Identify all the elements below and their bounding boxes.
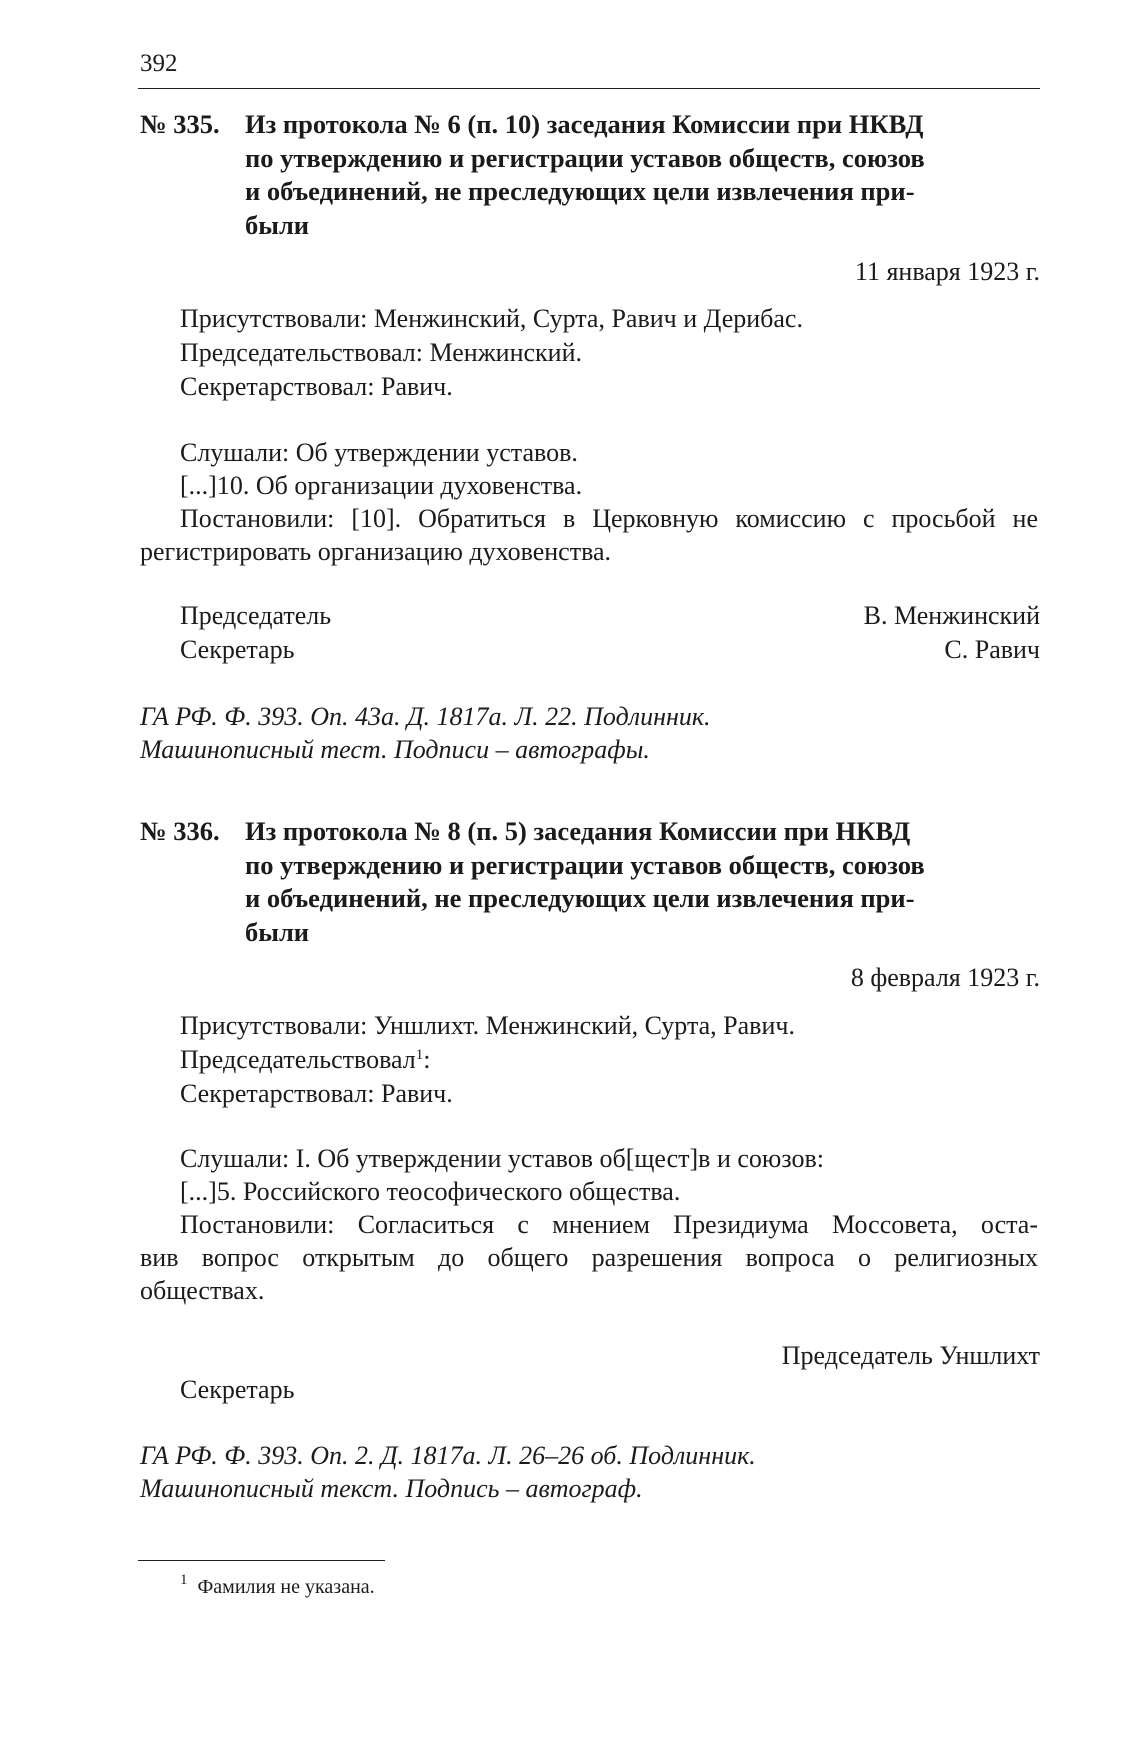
doc-335-signature-chair-name: В. Менжинский	[863, 601, 1040, 630]
footnote-text: Фамилия не указана.	[197, 1576, 375, 1598]
doc-336-decided-line: вив вопрос открытым до общего разрешения вопроса о религиозных	[140, 1243, 1038, 1272]
page-number: 392	[140, 50, 178, 77]
footnote-number: 1	[180, 1572, 188, 1588]
doc-336-chair-colon: :	[423, 1045, 431, 1074]
footnote-rule	[138, 1560, 385, 1561]
doc-335-date: 11 января 1923 г.	[854, 257, 1040, 286]
doc-335-secretary: Секретарствовал: Равич.	[180, 372, 453, 401]
doc-335-item: [...]10. Об организации духовенства.	[180, 471, 583, 500]
doc-335-signature-chair-role: Председатель	[180, 601, 332, 630]
doc-336-title-line: по утверждению и регистрации уставов обществ, союзов	[245, 849, 925, 880]
footnote	[180, 1574, 375, 1600]
doc-335-title-line: Из протокола № 6 (п. 10) заседания Комиссии при НКВД	[245, 109, 924, 139]
doc-336-title-line: были	[245, 916, 310, 947]
doc-336-number: № 336.	[140, 816, 220, 846]
doc-336-present: Присутствовали: Уншлихт. Менжинский, Сурта, Равич.	[180, 1011, 795, 1040]
doc-336-date: 8 февраля 1923 г.	[850, 963, 1040, 992]
doc-335-title	[140, 108, 1038, 242]
doc-336-title-line: и объединений, не преследующих цели извлечения при-	[245, 883, 915, 913]
doc-336-decided-line: Постановили: Согласиться с мнением Президиума Моссовета, оста-	[180, 1210, 1038, 1239]
doc-336-source: Машинописный текст. Подпись – автограф.	[140, 1474, 643, 1503]
doc-336-secretary: Секретарствовал: Равич.	[180, 1079, 453, 1108]
doc-335-heard: Слушали: Об утверждении уставов.	[180, 438, 578, 467]
doc-336-signature-chair: Председатель Уншлихт	[781, 1341, 1040, 1370]
doc-336-chair	[180, 1044, 431, 1076]
doc-336-source: ГА РФ. Ф. 393. Оп. 2. Д. 1817а. Л. 26–26 об. Подлинник.	[140, 1441, 756, 1470]
doc-335-source: ГА РФ. Ф. 393. Оп. 43а. Д. 1817а. Л. 22. Подлинник.	[140, 702, 711, 731]
doc-335-decided-line: регистрировать организацию духовенства.	[140, 537, 612, 566]
doc-336-heard: Слушали: I. Об утверждении уставов об[щест]в и союзов:	[180, 1144, 824, 1173]
doc-335-present: Присутствовали: Менжинский, Сурта, Равич и Дерибас.	[180, 304, 803, 333]
doc-335-number: № 335.	[140, 109, 220, 139]
doc-335-signature-secretary-role: Секретарь	[180, 635, 295, 664]
doc-335-chair: Председательствовал: Менжинский.	[180, 338, 583, 367]
header-rule	[138, 88, 1040, 89]
doc-335-title-line: по утверждению и регистрации уставов обществ, союзов	[245, 142, 925, 173]
doc-336-decided-line: обществах.	[140, 1276, 265, 1305]
doc-335-title-line: были	[245, 209, 310, 240]
doc-335-source: Машинописный тест. Подписи – автографы.	[140, 735, 650, 764]
doc-336-signature-secretary-role: Секретарь	[180, 1375, 295, 1404]
doc-336-chair-label: Председательствовал	[180, 1045, 416, 1074]
doc-335-decided-line: Постановили: [10]. Обратиться в Церковную комиссию с просьбой не	[180, 504, 1038, 533]
footnote-reference: 1	[415, 1047, 424, 1063]
doc-335-signature-secretary-name: С. Равич	[944, 635, 1040, 664]
doc-336-item: [...]5. Российского теософического общества.	[180, 1177, 681, 1206]
doc-335-title-line: и объединений, не преследующих цели извлечения при-	[245, 176, 915, 206]
doc-336-title	[140, 815, 1038, 949]
doc-336-title-line: Из протокола № 8 (п. 5) заседания Комиссии при НКВД	[245, 816, 911, 846]
